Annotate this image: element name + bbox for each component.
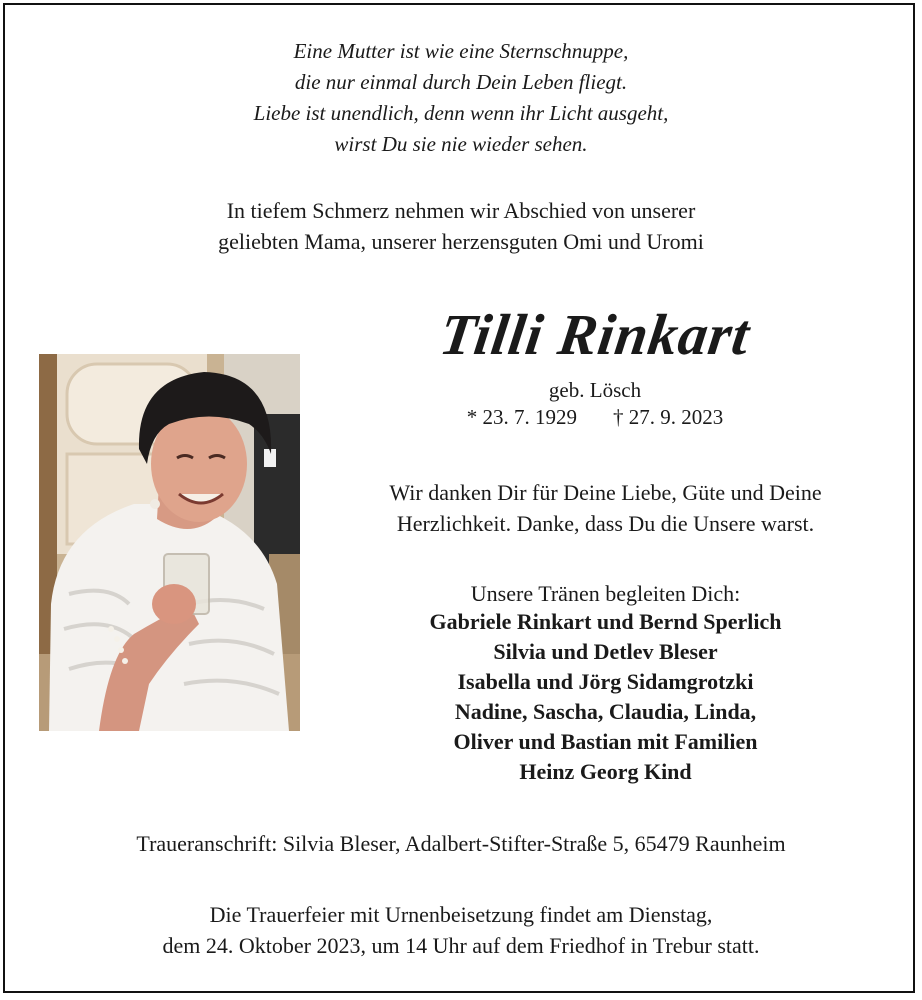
mourners-list — [318, 607, 893, 787]
birth-date: * 23. 7. 1929 — [466, 405, 577, 429]
intro-text — [60, 195, 862, 257]
portrait-photo — [39, 354, 300, 731]
funeral-line: Die Trauerfeier mit Urnenbeisetzung findet am Dienstag, — [209, 902, 713, 927]
intro-line: geliebten Mama, unserer herzensguten Omi und Uromi — [218, 229, 704, 254]
mourners-intro: Unsere Tränen begleiten Dich: — [470, 581, 741, 606]
thanks-text — [318, 477, 893, 539]
mourner-line: Silvia und Detlev Bleser — [493, 639, 718, 664]
mourner-line: Isabella und Jörg Sidamgrotzki — [457, 669, 754, 694]
thanks-line: Wir danken Dir für Deine Liebe, Güte und Deine — [389, 480, 822, 505]
thanks-line: Herzlichkeit. Danke, dass Du die Unsere warst. — [396, 511, 815, 536]
mourner-line: Gabriele Rinkart und Bernd Sperlich — [429, 609, 782, 634]
mourning-address: Traueranschrift: Silvia Bleser, Adalbert-Stifter-Straße 5, 65479 Raunheim — [136, 831, 786, 856]
poem-line: die nur einmal durch Dein Leben fliegt. — [294, 70, 628, 94]
mourner-line: Heinz Georg Kind — [519, 759, 692, 784]
poem-line: Liebe ist unendlich, denn wenn ihr Licht ausgeht, — [253, 101, 669, 125]
funeral-line: dem 24. Oktober 2023, um 14 Uhr auf dem Friedhof in Trebur statt. — [162, 933, 760, 958]
life-dates — [400, 403, 790, 431]
poem-line: wirst Du sie nie wieder sehen. — [334, 132, 588, 156]
death-date: † 27. 9. 2023 — [613, 405, 724, 429]
poem — [100, 36, 822, 160]
funeral-info — [40, 899, 882, 961]
deceased-name: Tilli Rinkart — [436, 302, 755, 367]
mourner-line: Nadine, Sascha, Claudia, Linda, — [454, 699, 757, 724]
poem-line: Eine Mutter ist wie eine Sternschnuppe, — [293, 39, 629, 63]
birth-name: geb. Lösch — [548, 378, 642, 402]
mourner-line: Oliver und Bastian mit Familien — [453, 729, 758, 754]
intro-line: In tiefem Schmerz nehmen wir Abschied von unserer — [226, 198, 696, 223]
